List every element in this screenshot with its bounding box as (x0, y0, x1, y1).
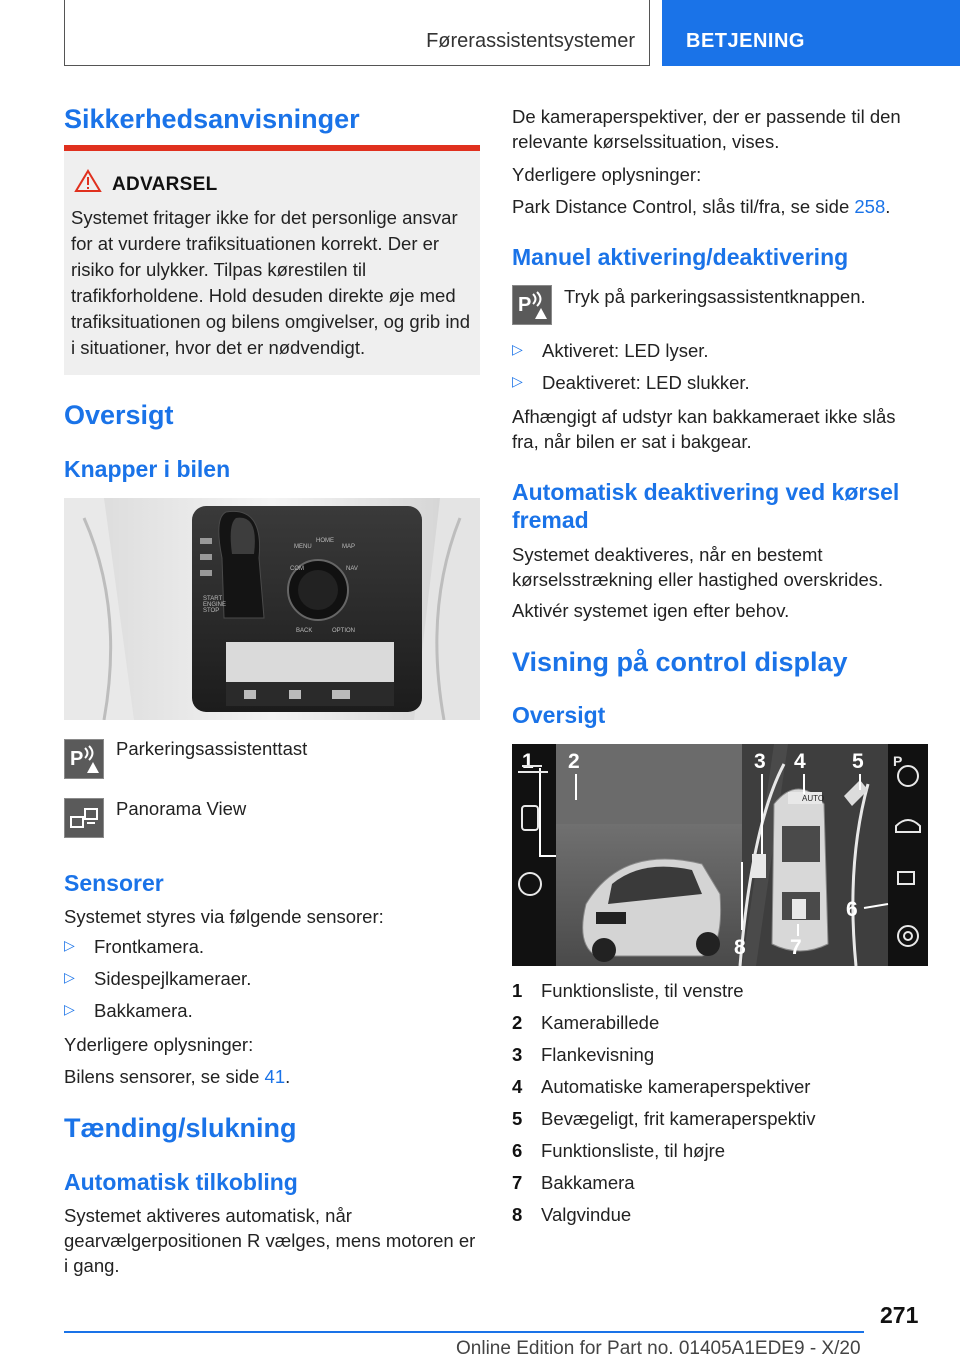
bullet-triangle-icon: ▷ (64, 937, 75, 953)
legend-label: Bevægeligt, frit kameraperspektiv (541, 1108, 816, 1129)
reactivate-text: Aktivér systemet igen efter behov. (512, 600, 790, 621)
legend-number: 2 (512, 1012, 523, 1033)
sensor-item: ▷ Frontkamera. (64, 936, 205, 957)
console-start: START (203, 596, 223, 602)
legend-label: Bakkamera (541, 1172, 635, 1193)
console-home: HOME (316, 538, 334, 544)
callout-4: 4 (794, 750, 806, 773)
warning-bar (64, 145, 480, 151)
heading-manual: Manuel aktivering/deaktivering (512, 244, 849, 270)
parking-assistant-label: Parkeringsassistenttast (116, 738, 308, 759)
legend-number: 8 (512, 1204, 523, 1225)
heading-auto-activation: Automatisk tilkobling (64, 1169, 298, 1195)
console-stop: STOP (203, 608, 220, 614)
legend-label: Automatiske kameraperspektiver (541, 1076, 811, 1097)
bullet-triangle-icon: ▷ (512, 341, 523, 357)
warning-text: Systemet fritager ikke for det personlige ansvar for at vurdere trafiksituationen korrekt. Der er risiko for ulykker. Tilpas kørestilen til trafikforholdene. Hold desuden direkte øje med trafiksituationen og bilens omgivelser, og grib ind i situationer, hvor det er nødvendigt. (71, 207, 471, 358)
sensors-intro: Systemet styres via følgende sensorer: (64, 906, 384, 927)
footer-divider (64, 1331, 864, 1333)
center-console-photo (64, 498, 480, 720)
control-display-image (512, 744, 928, 966)
legend-number: 5 (512, 1108, 523, 1129)
parking-assistant-button-icon (512, 285, 552, 325)
parking-assistant-button-icon (64, 739, 104, 779)
heading-buttons: Knapper i bilen (64, 456, 231, 482)
heading-auto-deactivation: Automatisk deaktivering ved kørsel fremad (512, 479, 900, 533)
warning-triangle-icon (74, 169, 102, 193)
callout-6: 6 (846, 898, 858, 921)
legend-number: 6 (512, 1140, 523, 1161)
header-chapter-tab[interactable] (662, 0, 960, 66)
callout-5: 5 (852, 750, 864, 773)
header-section-title: Førerassistentsystemer (426, 30, 635, 52)
bullet-triangle-icon: ▷ (64, 969, 75, 985)
heading-sensors: Sensorer (64, 870, 164, 896)
header-chapter-title: BETJENING (686, 30, 805, 52)
auto-activation-text: Systemet aktiveres automatisk, når gearvælgerpositionen R vælges, mens motoren er i gang. (64, 1205, 476, 1276)
page-link-41[interactable]: 41 (264, 1066, 286, 1087)
sensor-item: ▷ Sidespejlkameraer. (64, 968, 252, 989)
console-map: MAP (342, 544, 356, 550)
console-option: OPTION (332, 628, 356, 634)
state-item: ▷ Deaktiveret: LED slukker. (512, 372, 750, 393)
callout-3: 3 (754, 750, 766, 773)
legend-number: 1 (512, 980, 523, 1001)
legend-label: Kamerabillede (541, 1012, 660, 1033)
sensor-reference: Bilens sensorer, se side 41. (64, 1066, 291, 1087)
heading-display-overview: Oversigt (512, 702, 606, 728)
auto-badge: AUTO (802, 794, 825, 803)
console-com: COM (290, 566, 304, 572)
intro-text: De kameraperspektiver, der er passende til den relevante kørselssituation, vises. (512, 106, 901, 152)
callout-2: 2 (568, 750, 580, 773)
console-back: BACK (296, 628, 313, 634)
heading-safety: Sikkerhedsanvisninger (64, 104, 360, 134)
warning-box (64, 145, 480, 375)
equipment-text: Afhængigt af udstyr kan bakkameraet ikke slås fra, når bilen er sat i bakgear. (512, 406, 896, 452)
state-item: ▷ Aktiveret: LED lyser. (512, 340, 709, 361)
svg-text:P: P (518, 294, 532, 316)
pdc-reference: Park Distance Control, slås til/fra, se side 258. (512, 196, 891, 217)
more-info-label: Yderligere oplysninger: (512, 164, 702, 185)
console-engine: ENGINE (203, 602, 227, 608)
page-link-258[interactable]: 258 (854, 196, 886, 217)
more-info-label: Yderligere oplysninger: (64, 1034, 254, 1055)
manual-text: Tryk på parkeringsassistentknappen. (564, 286, 866, 307)
heading-overview: Oversigt (64, 400, 174, 430)
panorama-view-button-icon (64, 798, 104, 838)
heading-control-display: Visning på control display (512, 647, 848, 677)
warning-title: ADVARSEL (112, 174, 218, 195)
auto-deactivation-text: Systemet deaktiveres, når en bestemt kørselsstrækning eller hastighed overskrides. (512, 544, 884, 590)
legend-label: Valgvindue (541, 1204, 632, 1225)
callout-7: 7 (790, 936, 802, 959)
legend-number: 7 (512, 1172, 523, 1193)
legend-label: Flankevisning (541, 1044, 655, 1065)
svg-text:P: P (70, 748, 84, 770)
legend-number: 3 (512, 1044, 523, 1065)
legend-number: 4 (512, 1076, 523, 1097)
callout-1: 1 (522, 750, 534, 773)
panorama-view-label: Panorama View (116, 798, 247, 819)
sensor-item: ▷ Bakkamera. (64, 1000, 193, 1021)
bullet-triangle-icon: ▷ (512, 373, 523, 389)
page-number: 271 (880, 1302, 919, 1328)
svg-text:P: P (893, 753, 903, 769)
heading-ignition: Tænding/slukning (64, 1113, 297, 1143)
callout-8: 8 (734, 936, 746, 959)
console-menu: MENU (294, 544, 312, 550)
bullet-triangle-icon: ▷ (64, 1001, 75, 1017)
legend-label: Funktionsliste, til venstre (541, 980, 744, 1001)
legend-label: Funktionsliste, til højre (541, 1140, 726, 1161)
header-section-box (64, 0, 650, 66)
footer-edition: Online Edition for Part no. 01405A1EDE9 - X/20 (456, 1338, 861, 1359)
console-nav: NAV (346, 566, 358, 572)
